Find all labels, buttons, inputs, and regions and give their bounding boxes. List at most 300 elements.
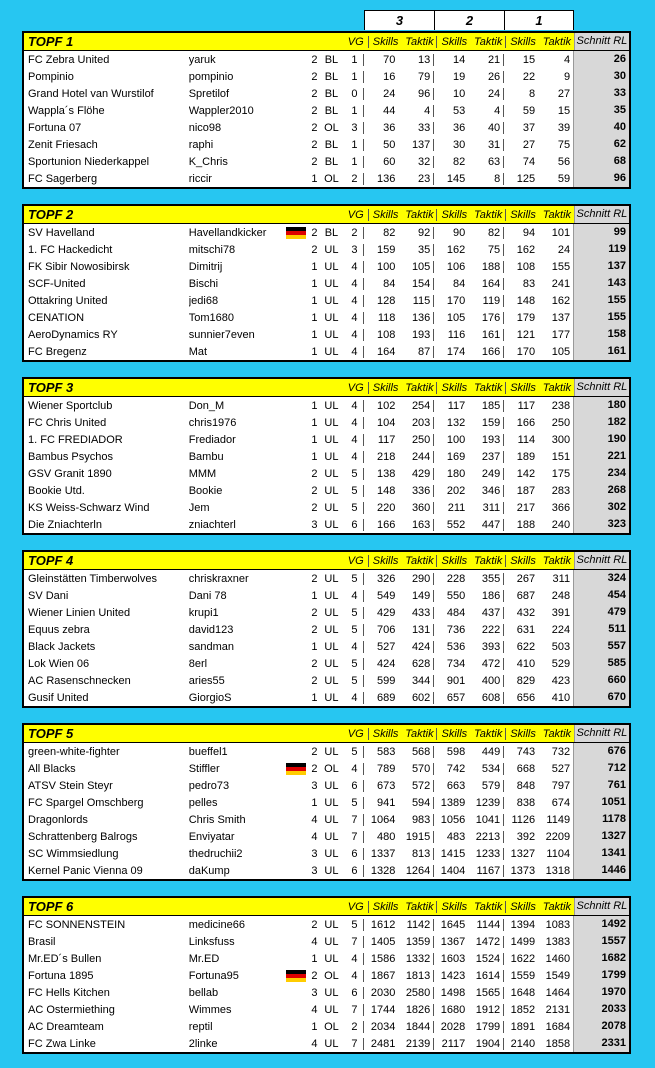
skills-1: 631 xyxy=(503,624,538,636)
schnitt-rl-value: 324 xyxy=(573,570,629,587)
vg-value: 1 xyxy=(351,138,358,151)
taktik-1: 175 xyxy=(551,467,571,480)
level-number: 2 xyxy=(311,969,318,982)
league-code: UL xyxy=(324,277,339,290)
schnitt-rl-value: 302 xyxy=(573,499,629,516)
league-code: OL xyxy=(324,762,339,775)
skills-3: 1612 xyxy=(363,919,398,931)
taktik-3: 131 xyxy=(411,623,431,636)
taktik-header: Taktik xyxy=(405,900,434,913)
vg-header: VG xyxy=(347,35,364,48)
skills-1: 74 xyxy=(503,156,538,168)
skills-1: 148 xyxy=(503,295,538,307)
schnitt-rl-value: 1051 xyxy=(573,794,629,811)
user-name: chriskraxner xyxy=(188,572,249,585)
skills-2: 106 xyxy=(433,261,468,273)
level-number: 4 xyxy=(311,813,318,826)
skills-2: 202 xyxy=(433,485,468,497)
skills-1: 162 xyxy=(503,244,538,256)
taktik-header: Taktik xyxy=(474,554,503,567)
pot-title: TOPF 5 xyxy=(28,726,74,741)
team-name: green-white-fighter xyxy=(28,745,120,758)
skills-2: 1423 xyxy=(433,970,468,982)
vg-value: 6 xyxy=(351,986,358,999)
taktik-2: 222 xyxy=(481,623,501,636)
taktik-1: 423 xyxy=(551,674,571,687)
skills-header: Skills xyxy=(368,901,403,913)
level-number: 2 xyxy=(311,138,318,151)
skills-3: 60 xyxy=(363,156,398,168)
skills-2: 1389 xyxy=(433,797,468,809)
skills-3: 164 xyxy=(363,346,398,358)
vg-value: 5 xyxy=(351,606,358,619)
user-name: Linksfuss xyxy=(188,935,235,948)
taktik-2: 449 xyxy=(481,745,501,758)
taktik-2: 1565 xyxy=(475,986,501,999)
skills-2: 174 xyxy=(433,346,468,358)
skills-1: 1852 xyxy=(503,1004,538,1016)
level-number: 4 xyxy=(311,935,318,948)
table-row xyxy=(24,777,629,794)
taktik-1: 224 xyxy=(551,623,571,636)
vg-value: 4 xyxy=(351,589,358,602)
level-number: 1 xyxy=(311,416,318,429)
table-row xyxy=(24,431,629,448)
skills-1: 170 xyxy=(503,346,538,358)
league-code: BL xyxy=(324,70,339,83)
skills-2: 734 xyxy=(433,658,468,670)
vg-value: 4 xyxy=(351,640,358,653)
level-number: 4 xyxy=(311,1003,318,1016)
taktik-3: 136 xyxy=(411,311,431,324)
taktik-2: 346 xyxy=(481,484,501,497)
team-name: Lok Wien 06 xyxy=(28,657,90,670)
taktik-header: Taktik xyxy=(405,554,434,567)
level-number: 1 xyxy=(311,640,318,653)
skills-1: 1126 xyxy=(503,814,538,826)
taktik-1: 674 xyxy=(551,796,571,809)
league-code: UL xyxy=(324,1037,339,1050)
skills-header: Skills xyxy=(436,382,471,394)
team-name: Sportunion Niederkappel xyxy=(28,155,150,168)
level-number: 2 xyxy=(311,70,318,83)
user-name: Bischi xyxy=(188,277,219,290)
taktik-header: Taktik xyxy=(542,35,572,48)
taktik-2: 2213 xyxy=(475,830,501,843)
skills-1: 117 xyxy=(503,400,538,412)
flag-cell xyxy=(284,763,308,775)
skills-3: 159 xyxy=(363,244,398,256)
user-name: MMM xyxy=(188,467,217,480)
team-name: FC Sagerberg xyxy=(28,172,98,185)
taktik-1: 1684 xyxy=(545,1020,571,1033)
skills-header: Skills xyxy=(505,36,540,48)
user-name: Wimmes xyxy=(188,1003,232,1016)
team-name: CENATION xyxy=(28,311,85,324)
taktik-2: 1041 xyxy=(475,813,501,826)
schnitt-rl-value: 68 xyxy=(573,153,629,170)
skills-header: Skills xyxy=(436,728,471,740)
skills-2: 145 xyxy=(433,173,468,185)
skills-1: 829 xyxy=(503,675,538,687)
table-row xyxy=(24,811,629,828)
table-row xyxy=(24,499,629,516)
team-name: Pompinio xyxy=(28,70,74,83)
skills-2: 90 xyxy=(433,227,468,239)
league-code: UL xyxy=(324,311,339,324)
taktik-2: 186 xyxy=(481,589,501,602)
user-name: 2linke xyxy=(188,1037,218,1050)
skills-1: 27 xyxy=(503,139,538,151)
level-number: 2 xyxy=(311,467,318,480)
german-flag-icon xyxy=(286,763,306,775)
skills-1: 121 xyxy=(503,329,538,341)
table-row xyxy=(24,326,629,343)
league-code: UL xyxy=(324,467,339,480)
skills-2: 1404 xyxy=(433,865,468,877)
team-name: Dragonlords xyxy=(28,813,88,826)
skills-header: Skills xyxy=(368,209,403,221)
team-name: Schrattenberg Balrogs xyxy=(28,830,138,843)
skills-header: Skills xyxy=(368,728,403,740)
taktik-3: 424 xyxy=(411,640,431,653)
taktik-1: 1104 xyxy=(546,847,571,860)
taktik-header: Taktik xyxy=(405,381,434,394)
taktik-2: 1472 xyxy=(475,935,501,948)
league-code: UL xyxy=(324,328,339,341)
team-name: AC Dreamteam xyxy=(28,1020,104,1033)
taktik-2: 75 xyxy=(487,243,501,256)
pot-header xyxy=(24,725,629,743)
level-number: 3 xyxy=(311,518,318,531)
skills-2: 484 xyxy=(433,607,468,619)
table-row xyxy=(24,397,629,414)
user-name: Tom1680 xyxy=(188,311,234,324)
skills-2: 663 xyxy=(433,780,468,792)
taktik-1: 59 xyxy=(557,172,571,185)
taktik-1: 2131 xyxy=(545,1003,571,1016)
schnitt-rl-value: 33 xyxy=(573,85,629,102)
skills-3: 1586 xyxy=(363,953,398,965)
taktik-1: 250 xyxy=(551,416,571,429)
vg-value: 4 xyxy=(351,450,358,463)
schnitt-rl-value: 221 xyxy=(573,448,629,465)
pot-header xyxy=(24,206,629,224)
table-row xyxy=(24,414,629,431)
vg-value: 1 xyxy=(351,70,358,83)
taktik-2: 188 xyxy=(481,260,501,273)
schnitt-rl-value: 2078 xyxy=(573,1018,629,1035)
skills-1: 392 xyxy=(503,831,538,843)
taktik-3: 2139 xyxy=(405,1037,431,1050)
vg-value: 2 xyxy=(351,1020,358,1033)
taktik-3: 154 xyxy=(411,277,431,290)
vg-value: 6 xyxy=(351,864,358,877)
table-row xyxy=(24,862,629,879)
league-code: UL xyxy=(324,935,339,948)
taktik-header: Taktik xyxy=(542,208,572,221)
skills-2: 116 xyxy=(433,329,468,341)
skills-3: 70 xyxy=(363,54,398,66)
taktik-3: 1844 xyxy=(405,1020,431,1033)
schnitt-rl-value: 1178 xyxy=(573,811,629,828)
level-number: 4 xyxy=(311,830,318,843)
user-name: Dimitrij xyxy=(188,260,223,273)
taktik-2: 1167 xyxy=(476,864,501,877)
vg-value: 3 xyxy=(351,243,358,256)
level-number: 2 xyxy=(311,674,318,687)
table-row xyxy=(24,638,629,655)
taktik-2: 1233 xyxy=(475,847,501,860)
skills-3: 84 xyxy=(363,278,398,290)
vg-header: VG xyxy=(347,727,364,740)
user-name: Fortuna95 xyxy=(188,969,239,982)
table-row xyxy=(24,119,629,136)
league-code: UL xyxy=(324,691,339,704)
taktik-3: 32 xyxy=(418,155,431,168)
schnitt-rl-value: 161 xyxy=(573,343,629,360)
table-row xyxy=(24,950,629,967)
league-code: UL xyxy=(324,484,339,497)
schnitt-rl-value: 155 xyxy=(573,292,629,309)
taktik-3: 115 xyxy=(412,294,431,307)
taktik-header: Taktik xyxy=(474,35,503,48)
level-number: 1 xyxy=(311,277,318,290)
skills-1: 166 xyxy=(503,417,538,429)
table-row xyxy=(24,794,629,811)
skills-header: Skills xyxy=(505,901,540,913)
skills-3: 118 xyxy=(363,312,398,324)
skills-3: 218 xyxy=(363,451,398,463)
schnitt-rl-value: 1327 xyxy=(573,828,629,845)
taktik-2: 31 xyxy=(487,138,501,151)
vg-value: 4 xyxy=(351,762,358,775)
league-code: UL xyxy=(324,952,339,965)
taktik-2: 534 xyxy=(481,762,501,775)
skills-2: 105 xyxy=(433,312,468,324)
skills-3: 599 xyxy=(363,675,398,687)
taktik-1: 1383 xyxy=(545,935,571,948)
league-code: BL xyxy=(324,138,339,151)
league-code: UL xyxy=(324,813,339,826)
table-row xyxy=(24,1018,629,1035)
table-row xyxy=(24,85,629,102)
skills-header: Skills xyxy=(368,36,403,48)
taktik-header: Taktik xyxy=(474,208,503,221)
league-code: UL xyxy=(324,416,339,429)
skills-3: 82 xyxy=(363,227,398,239)
schnitt-rl-value: 190 xyxy=(573,431,629,448)
level-number: 1 xyxy=(311,328,318,341)
user-name: Don_M xyxy=(188,399,225,412)
league-code: OL xyxy=(324,121,339,134)
skills-1: 108 xyxy=(503,261,538,273)
table-row xyxy=(24,275,629,292)
level-number: 2 xyxy=(311,226,318,239)
user-name: yaruk xyxy=(188,53,216,66)
team-name: FC Zebra United xyxy=(28,53,110,66)
league-code: UL xyxy=(324,918,339,931)
user-name: Jem xyxy=(188,501,210,514)
vg-value: 7 xyxy=(351,1037,358,1050)
league-code: UL xyxy=(324,779,339,792)
skills-2: 1603 xyxy=(433,953,468,965)
user-name: Stiffler xyxy=(188,762,220,775)
taktik-1: 27 xyxy=(557,87,571,100)
schnitt-rl-value: 62 xyxy=(573,136,629,153)
skills-3: 100 xyxy=(363,261,398,273)
skills-1: 1327 xyxy=(503,848,538,860)
schnitt-rl-value: 676 xyxy=(573,743,629,760)
skills-1: 37 xyxy=(503,122,538,134)
user-name: Bambu xyxy=(188,450,224,463)
league-code: OL xyxy=(324,1020,339,1033)
skills-3: 789 xyxy=(363,763,398,775)
skills-header: Skills xyxy=(436,36,471,48)
skills-1: 1394 xyxy=(503,919,538,931)
skills-1: 179 xyxy=(503,312,538,324)
table-row xyxy=(24,516,629,533)
level-number: 1 xyxy=(311,691,318,704)
skills-1: 743 xyxy=(503,746,538,758)
user-name: pedro73 xyxy=(188,779,230,792)
schnitt-rl-value: 557 xyxy=(573,638,629,655)
user-name: chris1976 xyxy=(188,416,237,429)
schnitt-header: Schnitt RL xyxy=(574,725,629,742)
schnitt-rl-value: 26 xyxy=(573,51,629,68)
table-row xyxy=(24,743,629,760)
user-name: Frediador xyxy=(188,433,236,446)
vg-value: 4 xyxy=(351,433,358,446)
skills-header: Skills xyxy=(436,901,471,913)
team-name: AeroDynamics RY xyxy=(28,328,118,341)
league-code: UL xyxy=(324,243,339,256)
skills-1: 22 xyxy=(503,71,538,83)
table-row xyxy=(24,587,629,604)
table-row xyxy=(24,845,629,862)
team-name: Brasil xyxy=(28,935,56,948)
level-number: 2 xyxy=(311,918,318,931)
level-number: 2 xyxy=(311,243,318,256)
league-code: UL xyxy=(324,501,339,514)
vg-value: 6 xyxy=(351,847,358,860)
flag-cell xyxy=(284,227,308,239)
taktik-3: 244 xyxy=(411,450,431,463)
table-row xyxy=(24,241,629,258)
team-name: AC Rasenschnecken xyxy=(28,674,131,687)
skills-3: 1064 xyxy=(363,814,398,826)
skills-2: 228 xyxy=(433,573,468,585)
skills-1: 8 xyxy=(503,88,538,100)
level-number: 1 xyxy=(311,1020,318,1033)
taktik-1: 529 xyxy=(551,657,571,670)
skills-1: 1891 xyxy=(503,1021,538,1033)
taktik-2: 26 xyxy=(487,70,501,83)
user-name: medicine66 xyxy=(188,918,245,931)
pot-table xyxy=(22,550,631,708)
taktik-3: 813 xyxy=(411,847,431,860)
level-number: 2 xyxy=(311,745,318,758)
team-name: FC SONNENSTEIN xyxy=(28,918,126,931)
taktik-1: 1318 xyxy=(545,864,571,877)
level-number: 1 xyxy=(311,260,318,273)
skills-1: 2140 xyxy=(503,1038,538,1050)
taktik-1: 503 xyxy=(551,640,571,653)
taktik-2: 164 xyxy=(481,277,501,290)
vg-value: 4 xyxy=(351,345,358,358)
skills-1: 1499 xyxy=(503,936,538,948)
user-name: Bookie xyxy=(188,484,223,497)
vg-value: 7 xyxy=(351,935,358,948)
skills-1: 410 xyxy=(503,658,538,670)
schnitt-rl-value: 1492 xyxy=(573,916,629,933)
team-name: 1. FC FREDIADOR xyxy=(28,433,123,446)
taktik-header: Taktik xyxy=(474,727,503,740)
user-name: reptil xyxy=(188,1020,213,1033)
taktik-1: 238 xyxy=(551,399,571,412)
user-name: zniachterl xyxy=(188,518,236,531)
skills-1: 687 xyxy=(503,590,538,602)
vg-value: 7 xyxy=(351,813,358,826)
skills-1: 622 xyxy=(503,641,538,653)
team-name: Black Jackets xyxy=(28,640,96,653)
schnitt-rl-value: 2331 xyxy=(573,1035,629,1052)
level-number: 2 xyxy=(311,484,318,497)
skills-3: 673 xyxy=(363,780,398,792)
vg-value: 5 xyxy=(351,796,358,809)
table-row xyxy=(24,916,629,933)
taktik-1: 283 xyxy=(551,484,571,497)
skills-2: 36 xyxy=(433,122,468,134)
vg-value: 4 xyxy=(351,691,358,704)
schnitt-rl-value: 1970 xyxy=(573,984,629,1001)
level-number: 1 xyxy=(311,450,318,463)
vg-value: 5 xyxy=(351,918,358,931)
skills-1: 217 xyxy=(503,502,538,514)
team-name: Gleinstätten Timberwolves xyxy=(28,572,157,585)
pot-table xyxy=(22,723,631,881)
taktik-3: 193 xyxy=(411,328,431,341)
level-number: 2 xyxy=(311,606,318,619)
level-number: 2 xyxy=(311,572,318,585)
level-number: 3 xyxy=(311,779,318,792)
table-row xyxy=(24,604,629,621)
user-name: Chris Smith xyxy=(188,813,246,826)
taktik-1: 527 xyxy=(551,762,571,775)
league-code: UL xyxy=(324,572,339,585)
taktik-3: 628 xyxy=(411,657,431,670)
vg-header: VG xyxy=(347,900,364,913)
level-number: 1 xyxy=(311,796,318,809)
taktik-3: 4 xyxy=(424,104,431,117)
taktik-3: 149 xyxy=(411,589,431,602)
taktik-2: 119 xyxy=(482,294,501,307)
table-row xyxy=(24,933,629,950)
taktik-2: 24 xyxy=(487,87,501,100)
skills-header: Skills xyxy=(368,382,403,394)
table-row xyxy=(24,170,629,187)
skills-1: 656 xyxy=(503,692,538,704)
schnitt-rl-value: 454 xyxy=(573,587,629,604)
schnitt-rl-value: 761 xyxy=(573,777,629,794)
skills-2: 162 xyxy=(433,244,468,256)
user-name: 8erl xyxy=(188,657,208,670)
taktik-1: 391 xyxy=(551,606,571,619)
round-3-header: 3 xyxy=(364,10,434,30)
user-name: bellab xyxy=(188,986,219,999)
team-name: Bookie Utd. xyxy=(28,484,85,497)
league-code: UL xyxy=(324,1003,339,1016)
